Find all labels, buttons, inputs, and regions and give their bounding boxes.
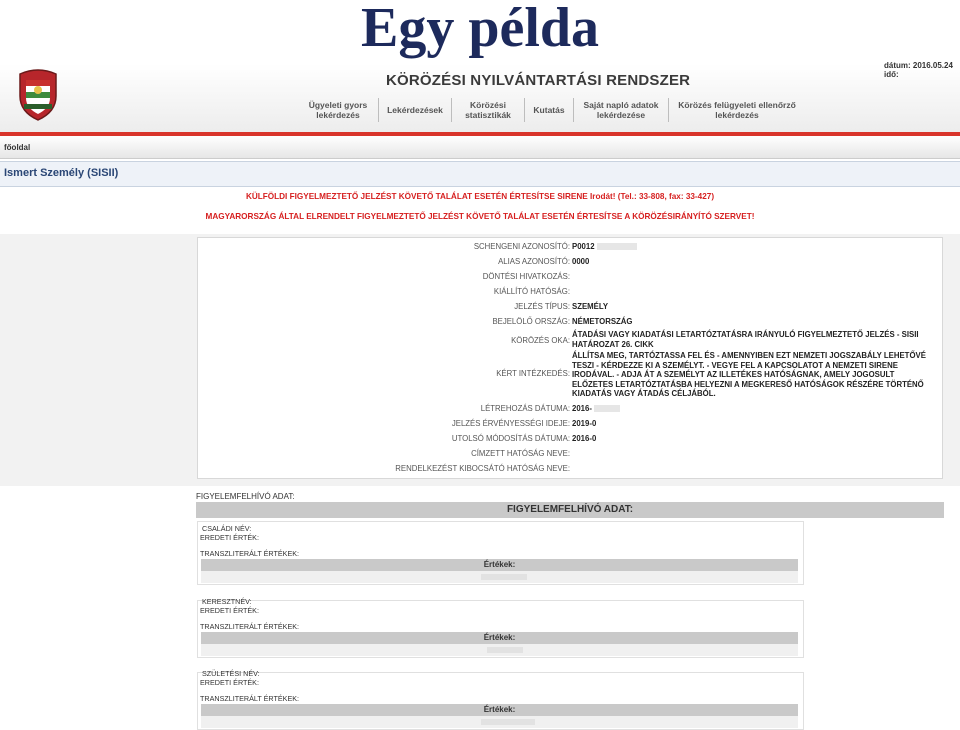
birth-name-block bbox=[197, 669, 804, 730]
family-name-block bbox=[197, 521, 804, 585]
warning-domestic: MAGYARORSZÁG ÁLTAL ELRENDELT FIGYELMEZTETŐ JELZÉST KÖVETŐ TALÁLAT ESETÉN ÉRTESÍTSE A KÖRÖZÉSIRÁNYÍTÓ SZERVET! bbox=[205, 212, 755, 221]
detail-value: SZEMÉLY bbox=[572, 302, 609, 311]
detail-value: P0012 bbox=[572, 242, 934, 252]
block-title: CSALÁDI NÉV: bbox=[202, 524, 252, 533]
detail-value: ÁLLÍTSA MEG, TARTÓZTASSA FEL ÉS - AMENNYIBEN EZT NEMZETI JOGSZABÁLY LEHETŐVÉ TESZI - KÉRDEZZE KI A SZEMÉLYT. - VEGYE FEL A KAPCSOLATOT A NEMZETI SIRENE IRODÁVAL. - ADJA ÁT A SZEMÉLYT AZ ILLETÉKES HATÓSÁGNAK, AMELY JOGOSULT ELŐZETES LETARTÓZTATÁSBA HELYEZNI A MEGKERESŐ HATÓSÁGOK RÉSZÉRE TÖRTÉNŐ KIADATÁS VAGY ÁTADÁS CÉLJÁBÓL. bbox=[572, 351, 926, 398]
block-title: KERESZTNÉV: bbox=[202, 597, 252, 606]
detail-label: KÉRT INTÉZKEDÉS: bbox=[496, 369, 570, 378]
transliterated-label: TRANSZLITERÁLT ÉRTÉKEK: bbox=[200, 694, 300, 703]
detail-value: 2016-0 bbox=[572, 434, 597, 443]
values-header: Értékek: bbox=[201, 704, 798, 716]
transliterated-label: TRANSZLITERÁLT ÉRTÉKEK: bbox=[200, 622, 300, 631]
section-title: Ismert Személy (SISII) bbox=[4, 167, 119, 179]
original-value-label: EREDETI ÉRTÉK: bbox=[200, 606, 259, 615]
warning-foreign: KÜLFÖLDI FIGYELMEZTETŐ JELZÉST KÖVETŐ TALÁLAT ESETÉN ÉRTESÍTSE SIRENE Irodát! (Tel.: 33-808, fax: 33-427) bbox=[245, 192, 715, 201]
section-header bbox=[0, 161, 960, 187]
breadcrumb[interactable]: főoldal bbox=[4, 143, 31, 152]
values-header: Értékek: bbox=[201, 559, 798, 571]
nav-item-statistics[interactable]: Körözési statisztikák bbox=[452, 98, 525, 122]
original-value-label: EREDETI ÉRTÉK: bbox=[200, 678, 259, 687]
detail-label: CÍMZETT HATÓSÁG NEVE: bbox=[471, 449, 570, 458]
detail-value: 2019-0 bbox=[572, 419, 597, 428]
nav-item-research[interactable]: Kutatás bbox=[525, 98, 574, 122]
main-nav bbox=[298, 98, 805, 122]
nav-item-quick-query[interactable]: Ügyeleti gyors lekérdezés bbox=[298, 98, 379, 122]
detail-value: NÉMETORSZÁG bbox=[572, 317, 633, 326]
detail-panel bbox=[197, 237, 943, 479]
app-window bbox=[0, 61, 960, 729]
value-row bbox=[201, 571, 798, 583]
detail-label: UTOLSÓ MÓDOSÍTÁS DÁTUMA: bbox=[451, 434, 570, 443]
detail-label: BEJELÖLŐ ORSZÁG: bbox=[492, 317, 570, 326]
date-label: dátum: 2016.05.24 idő: bbox=[884, 61, 953, 79]
detail-value: ÁTADÁSI VAGY KIADATÁSI LETARTÓZTATÁSRA IRÁNYULÓ FIGYELMEZTETŐ JELZÉS - SISII HATÁROZAT 26. CIKK bbox=[572, 330, 919, 349]
detail-label: SCHENGENI AZONOSÍTÓ: bbox=[473, 242, 570, 251]
value-row bbox=[201, 716, 798, 728]
detail-value: 0000 bbox=[572, 257, 590, 266]
detail-label: JELZÉS ÉRVÉNYESSÉGI IDEJE: bbox=[451, 419, 570, 428]
transliterated-label: TRANSZLITERÁLT ÉRTÉKEK: bbox=[200, 549, 300, 558]
detail-label: KÖRÖZÉS OKA: bbox=[511, 336, 570, 345]
detail-label: RENDELKEZÉST KIBOCSÁTÓ HATÓSÁG NEVE: bbox=[395, 464, 570, 473]
attention-data-label: FIGYELEMFELHÍVÓ ADAT: bbox=[196, 492, 295, 501]
detail-label: KIÁLLÍTÓ HATÓSÁG: bbox=[493, 287, 570, 296]
original-value-label: EREDETI ÉRTÉK: bbox=[200, 533, 259, 542]
value-row bbox=[201, 644, 798, 656]
detail-value: 2016- bbox=[572, 404, 934, 414]
nav-item-queries[interactable]: Lekérdezések bbox=[379, 98, 452, 122]
values-header: Értékek: bbox=[201, 632, 798, 644]
nav-item-own-log[interactable]: Saját napló adatok lekérdezése bbox=[574, 98, 669, 122]
detail-label: LÉTREHOZÁS DÁTUMA: bbox=[480, 404, 570, 413]
detail-label: ALIAS AZONOSÍTÓ: bbox=[498, 257, 570, 266]
breadcrumb-bar bbox=[0, 136, 960, 159]
detail-label: DÖNTÉSI HIVATKOZÁS: bbox=[482, 272, 570, 281]
system-title: KÖRÖZÉSI NYILVÁNTARTÁSI RENDSZER bbox=[386, 72, 691, 89]
given-name-block bbox=[197, 597, 804, 658]
nav-item-supervision-query[interactable]: Körözés felügyeleti ellenőrző lekérdezés bbox=[678, 100, 796, 120]
slide-title: Egy példa bbox=[360, 0, 600, 59]
detail-label: JELZÉS TÍPUS: bbox=[514, 302, 570, 311]
attention-data-header: FIGYELEMFELHÍVÓ ADAT: bbox=[196, 502, 944, 518]
police-crest-icon[interactable] bbox=[16, 68, 60, 122]
block-title: SZÜLETÉSI NÉV: bbox=[202, 669, 260, 678]
